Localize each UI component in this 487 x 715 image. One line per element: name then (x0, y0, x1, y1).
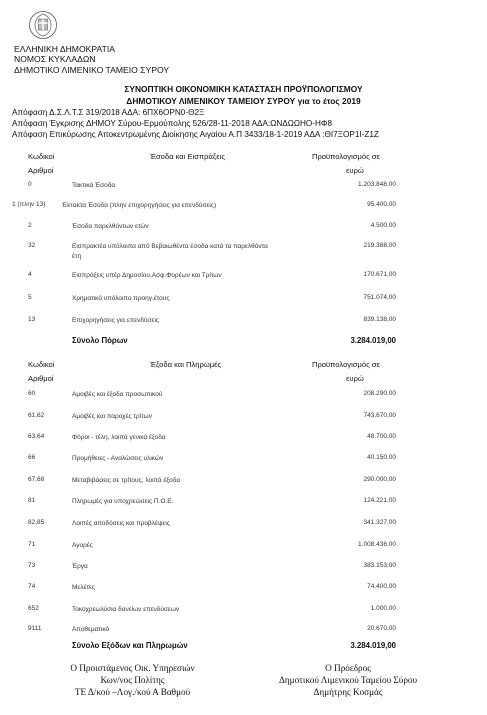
header-authority: ΔΗΜΟΤΙΚΟ ΛΙΜΕΝΙΚΟ ΤΑΜΕΙΟ ΣΥΡΟΥ (14, 64, 170, 75)
signature-left (40, 662, 225, 698)
row-desc: Αποθεματικό (72, 626, 110, 633)
expenses-col-desc: Έξοδα και Πληρωμές (150, 360, 222, 369)
row-desc: Τοκοχρεωλύσια δανείων επενδύσεων (72, 606, 180, 613)
row-amount: 1.000,00 (370, 605, 396, 612)
row-code: 71 (28, 541, 36, 548)
row-code: 74 (28, 583, 36, 590)
row-code: 13 (28, 316, 36, 323)
row-amount: 1.203.848,00 (358, 181, 396, 188)
greek-emblem-icon (28, 10, 58, 40)
row-amount: 219.388,00 (363, 242, 396, 249)
row-code: 81 (28, 497, 36, 504)
row-desc: Προμήθειες - Αναλώσεις υλικών (72, 455, 164, 462)
row-amount: 743.670,00 (363, 412, 396, 419)
row-code: 5 (28, 294, 32, 301)
header-prefecture: ΝΟΜΟΣ ΚΥΚΛΑΔΩΝ (14, 54, 96, 65)
issuer-header (14, 44, 169, 75)
signature-left-role: Ο Προιστάμενος Οικ. Υπηρεσιών (70, 663, 195, 673)
row-code: 9111 (28, 625, 42, 632)
row-code: 60 (28, 390, 36, 397)
row-desc: Αμοιβές και παροχές τρίτων (72, 413, 152, 420)
signature-left-name: Κων/νος Πολίτης (100, 675, 165, 685)
row-amount: 341.327,00 (363, 519, 396, 526)
document-title-line2: ΔΗΜΟΤΙΚΟΥ ΛΙΜΕΝΙΚΟΥ ΤΑΜΕΙΟΥ ΣΥΡΟΥ για το έτος 2019 (126, 96, 361, 106)
revenue-total-value: 3.284.019,00 (350, 336, 396, 345)
expenses-col-code-2: Αριθμοί (28, 374, 54, 383)
row-code: 61,62 (28, 412, 45, 419)
row-desc: Χρηματικό υπόλοιπο προηγ.έτους (72, 295, 170, 302)
row-amount: 383.153,00 (363, 562, 396, 569)
row-code: 73 (28, 562, 36, 569)
row-amount: 290.000,00 (363, 476, 396, 483)
row-amount: 170.671,00 (363, 271, 396, 278)
expenses-col-amount-2: ευρώ (346, 374, 364, 383)
row-code: 63,64 (28, 433, 45, 440)
row-amount: 4.500,00 (370, 222, 396, 229)
row-amount: 48.700,00 (367, 433, 396, 440)
row-code: 0 (28, 181, 32, 188)
row-desc: Έργα (72, 563, 88, 570)
signature-right-role: Ο Πρόεδρος (325, 663, 371, 673)
decision-1: Απόφαση Δ.Σ.Λ.Τ.Σ 319/2018 ΑΔΑ: 6ΠΧ6ΟΡΝ0-Θ2Ξ (12, 108, 205, 117)
document-title-line1: ΣΥΝΟΠΤΙΚΗ ΟΙΚΟΝΟΜΙΚΗ ΚΑΤΑΣΤΑΣΗ ΠΡΟΫΠΟΛΟΓΙΣΜΟΥ (124, 84, 363, 94)
row-amount: 839.138,00 (363, 316, 396, 323)
row-code: 1 (πλην 13) (12, 201, 46, 208)
row-amount: 208.290,00 (363, 390, 396, 397)
expenses-col-code: Κωδικοί (28, 360, 55, 369)
revenue-total-label: Σύνολο Πόρων (72, 336, 128, 345)
row-desc: Λοιπές αποδόσεις και προβλέψεις (72, 520, 170, 527)
decision-3: Απόφαση Επικύρωσης Αποκεντρωμένης Διοίκησης Αιγαίου Α.Π 3433/18-1-2019 ΑΔΑ :ΘΙ7ΞΟΡ1Ι-Ζ1Ζ (12, 130, 379, 139)
row-code: 67,68 (28, 476, 45, 483)
row-desc: Πληρωμές για υποχρεώσεις Π.Ο.Ε. (72, 498, 174, 505)
signature-right (248, 662, 448, 698)
row-amount: 751.074,00 (363, 294, 396, 301)
row-desc: Αμοιβές και έξοδα προσωπικού (72, 391, 163, 398)
signature-left-rank: ΤΕ Δ/κού –Λογ./κού Α Βαθμού (74, 687, 191, 697)
row-amount: 20.670,00 (367, 625, 396, 632)
row-desc: Εισπράξεις υπέρ Δημοσίου,Ασφ.Φορέων και Τρίτων (72, 272, 222, 279)
row-code: 2 (28, 222, 32, 229)
row-desc: Εισπρακτέα υπόλοιπα από Βεβαιωθέντα έσοδα κατά τα παρελθόντα έτη (72, 243, 268, 260)
row-amount: 40.150,00 (367, 454, 396, 461)
row-desc: Έσοδα παρελθόντων ετών (72, 223, 149, 230)
row-amount: 95.400,00 (367, 201, 396, 208)
row-code: 652 (28, 605, 39, 612)
signature-right-org: Δημοτικού Λιμενικού Ταμείου Σύρου (278, 675, 418, 685)
revenue-col-amount: Προϋπολογισμός σε (312, 152, 380, 161)
expenses-col-amount: Προϋπολογισμός σε (312, 360, 380, 369)
row-desc: Επιχορηγήσεις για επενδύσεις (72, 317, 160, 324)
row-code: 66 (28, 454, 36, 461)
row-desc: Μελέτες (72, 584, 96, 591)
expenses-total-value: 3.284.019,00 (350, 641, 396, 650)
revenue-col-code: Κωδικοί (28, 152, 55, 161)
row-desc: Έκτακτα Έσοδα (πλην επιχορηγήσεις για επενδύσεις) (62, 202, 217, 209)
row-amount: 124.221,00 (363, 497, 396, 504)
row-code: 32 (28, 242, 36, 249)
row-amount: 74.400,00 (367, 583, 396, 590)
row-desc: Φόροι - τέλη, λοιπά γενικά έξοδα (72, 434, 166, 441)
row-desc: Μεταβιβάσεις σε τρίτους, λοιπά έξοδα (72, 477, 181, 484)
header-country: ΕΛΛΗΝΙΚΗ ΔΗΜΟΚΡΑΤΙΑ (14, 44, 115, 54)
signature-right-name: Δημήτρης Κοσμάς (313, 687, 383, 697)
row-code: 82,85 (28, 519, 45, 526)
revenue-col-code-2: Αριθμοί (28, 166, 54, 175)
revenue-col-amount-2: ευρώ (346, 166, 364, 175)
row-amount: 1.008.438,00 (358, 541, 396, 548)
revenue-col-desc: Έσοδα και Εισπράξεις (150, 152, 226, 161)
row-desc: Αγορές (72, 542, 93, 549)
decision-2: Απόφαση Έγκρισης ΔΗΜΟΥ Σύρου-Ερμούπολης 526/28-11-2018 ΑΔΑ:ΩΝΔΩΩΗΟ-ΗΦ8 (12, 119, 333, 128)
expenses-total-label: Σύνολο Εξόδων και Πληρωμών (72, 641, 188, 650)
row-code: 4 (28, 271, 32, 278)
row-desc: Τακτικά Έσοδα (72, 182, 116, 189)
